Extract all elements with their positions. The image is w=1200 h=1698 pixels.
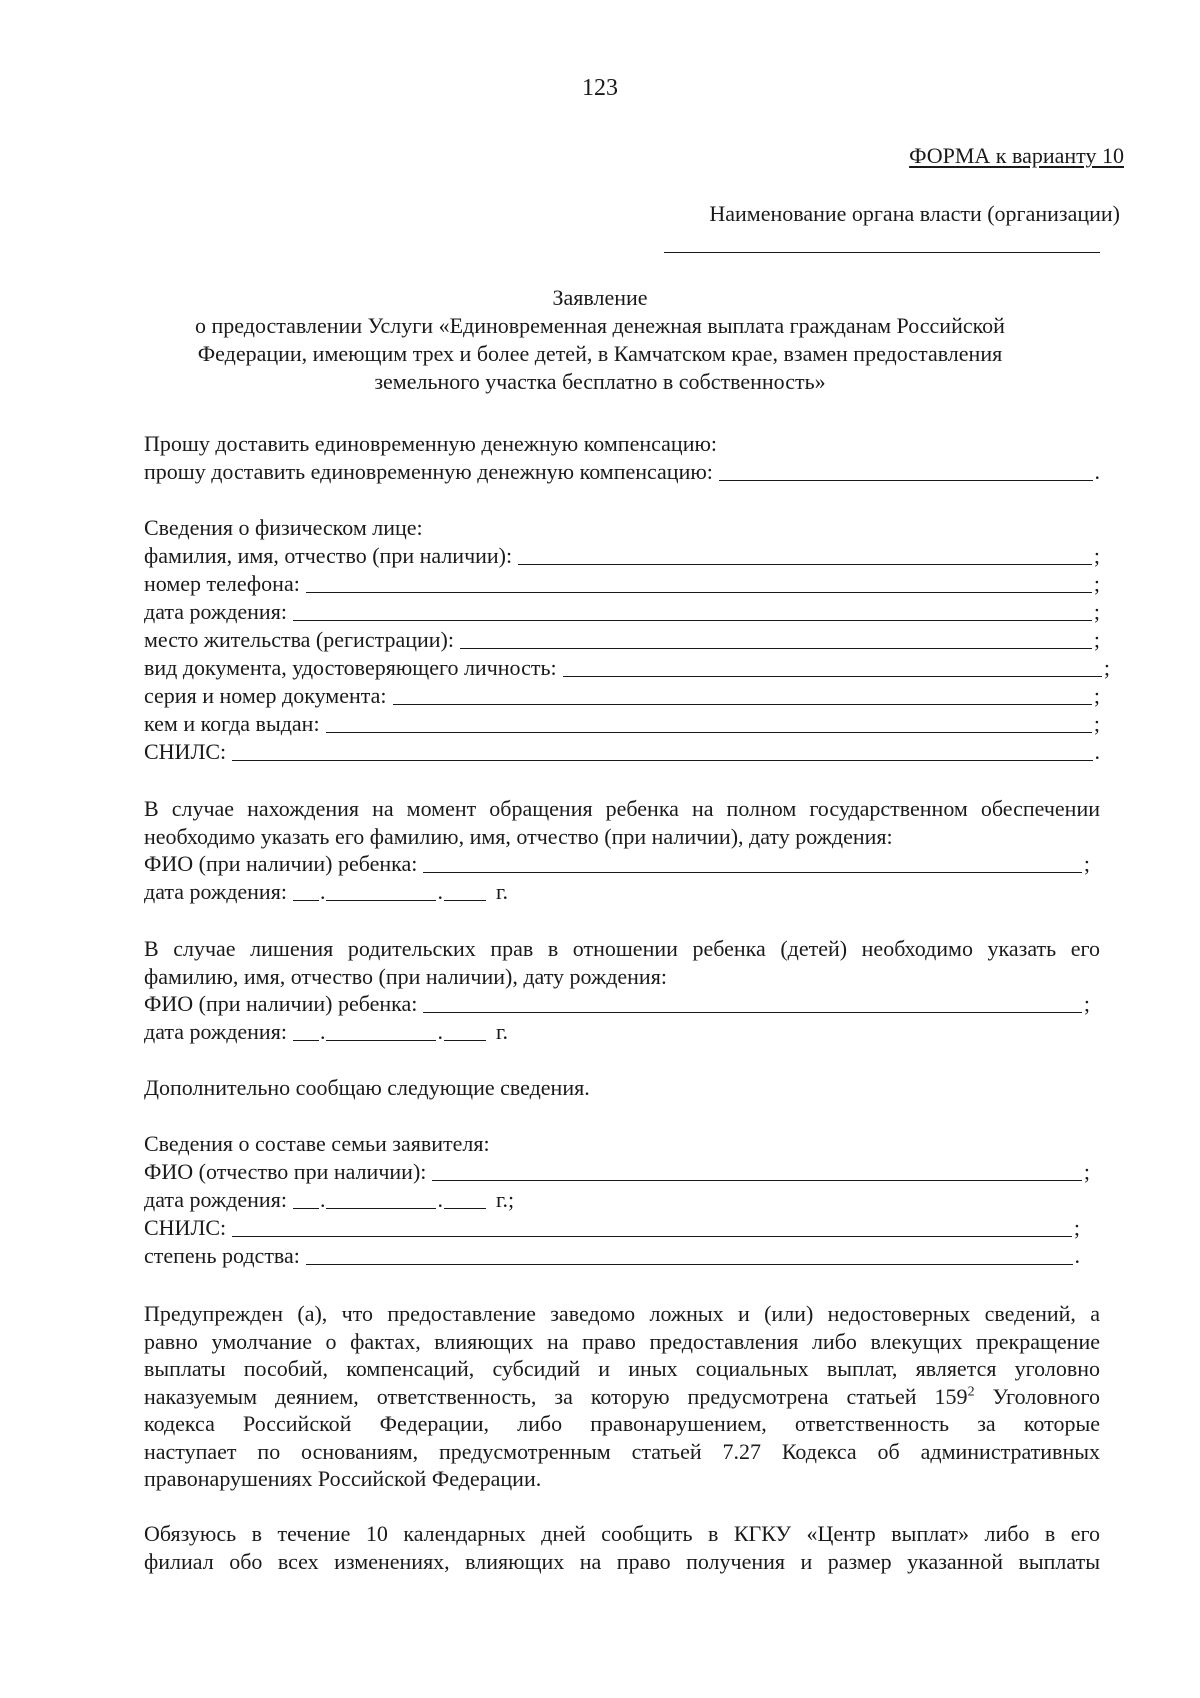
additional-info-text: Дополнительно сообщаю следующие сведения. bbox=[144, 1075, 590, 1100]
month-field[interactable] bbox=[326, 1208, 436, 1209]
state-care-child-name-label: ФИО (при наличии) ребенка: bbox=[144, 851, 418, 876]
person-field-row: дата рождения: ; bbox=[144, 599, 1100, 624]
birth-date-label: дата рождения: bbox=[144, 599, 287, 624]
day-field[interactable] bbox=[293, 900, 319, 901]
family-snils-row: СНИЛС: ; bbox=[144, 1215, 1080, 1240]
title-line-2: Федерации, имеющим трех и более детей, в Камчатском крае, взамен предоставления bbox=[197, 341, 1003, 366]
family-birth-date-row: дата рождения: . . г.; bbox=[144, 1187, 515, 1212]
person-field-row: кем и когда выдан: ; bbox=[144, 711, 1100, 736]
person-field-row: серия и номер документа: ; bbox=[144, 683, 1100, 708]
document-number-label: серия и номер документа: bbox=[144, 683, 387, 708]
request-line-1: Прошу доставить единовременную денежную компенсацию: bbox=[144, 431, 718, 456]
document-number-field[interactable] bbox=[393, 704, 1092, 705]
person-field-row: СНИЛС: . bbox=[144, 739, 1100, 764]
family-snils-field[interactable] bbox=[232, 1236, 1072, 1237]
form-reference: ФОРМА к варианту 10 bbox=[909, 143, 1124, 168]
family-heading: Сведения о составе семьи заявителя: bbox=[144, 1131, 490, 1156]
id-document-type-label: вид документа, удостоверяющего личность: bbox=[144, 655, 557, 680]
day-field[interactable] bbox=[293, 1040, 319, 1041]
month-field[interactable] bbox=[326, 900, 436, 901]
deprivation-birth-date-row: дата рождения: . . г. bbox=[144, 1019, 508, 1044]
document-title bbox=[0, 284, 1200, 396]
month-field[interactable] bbox=[326, 1040, 436, 1041]
person-info-heading: Сведения о физическом лице: bbox=[144, 515, 423, 540]
liability-warning-paragraph: Предупрежден (а), что предоставление заведомо ложных и (или) недостоверных сведений, а равно умолчание о фактах, влияющих на право предоставления либо влекущих прекращение выплаты пособий, компенсаций, субсидий и иных социальных выплат, является уголовно наказуемым деянием, ответственность, за которую предусмотрена статьей $159^2$ Уголовного кодекса Российской Федерации, либо правонарушением, ответственность за которые наступает по основаниям, предусмотренным статьей 7.27 Кодекса об административных правонарушениях Российской Федерации. bbox=[144, 1301, 1100, 1491]
phone-label: номер телефона: bbox=[144, 571, 300, 596]
deprivation-child-name-label: ФИО (при наличии) ребенка: bbox=[144, 991, 418, 1016]
residence-field[interactable] bbox=[460, 648, 1092, 649]
issued-by-field[interactable] bbox=[326, 732, 1092, 733]
deprivation-child-name-row: ФИО (при наличии) ребенка: ; bbox=[144, 991, 1090, 1016]
page-number: 123 bbox=[582, 75, 618, 101]
footnote-superscript: 2 bbox=[967, 1384, 975, 1400]
warning-line-with-footnote: наказуемым деянием, ответственность, за которую предусмотрена статьей $159^2$ Уголовного bbox=[144, 1383, 1100, 1409]
residence-label: место жительства (регистрации): bbox=[144, 627, 454, 652]
request-compensation-field[interactable] bbox=[719, 480, 1093, 481]
year-field[interactable] bbox=[444, 1040, 486, 1041]
recipient-organization-label: Наименование органа власти (организации) bbox=[709, 201, 1120, 226]
state-care-birth-date-label: дата рождения: bbox=[144, 879, 287, 904]
request-compensation-label: прошу доставить единовременную денежную компенсацию: bbox=[144, 459, 713, 484]
state-care-paragraph: В случае нахождения на момент обращения ребенка на полном государственном обеспечении необходимо указать его фамилию, имя, отчество (при наличии), дату рождения: bbox=[144, 796, 1100, 849]
state-care-child-name-row: ФИО (при наличии) ребенка: ; bbox=[144, 851, 1090, 876]
state-care-birth-date-row: дата рождения: . . г. bbox=[144, 879, 508, 904]
full-name-field[interactable] bbox=[518, 564, 1092, 565]
snils-label: СНИЛС: bbox=[144, 739, 227, 764]
deprivation-birth-date-label: дата рождения: bbox=[144, 1019, 287, 1044]
day-field[interactable] bbox=[293, 1208, 319, 1209]
family-member-name-field[interactable] bbox=[432, 1180, 1081, 1181]
family-member-name-label: ФИО (отчество при наличии): bbox=[144, 1159, 427, 1184]
deprivation-paragraph: В случае лишения родительских прав в отношении ребенка (детей) необходимо указать его фамилию, имя, отчество (при наличии), дату рождения: bbox=[144, 936, 1100, 989]
family-birth-date-label: дата рождения: bbox=[144, 1187, 287, 1212]
relationship-field[interactable] bbox=[306, 1264, 1073, 1265]
year-field[interactable] bbox=[444, 1208, 486, 1209]
person-field-row: фамилия, имя, отчество (при наличии): ; bbox=[144, 543, 1100, 568]
title-line-3: земельного участка бесплатно в собственность» bbox=[374, 369, 826, 394]
birth-date-field[interactable] bbox=[293, 620, 1092, 621]
person-field-row: номер телефона: ; bbox=[144, 571, 1100, 596]
snils-field[interactable] bbox=[232, 760, 1092, 761]
relationship-label: степень родства: bbox=[144, 1243, 300, 1268]
person-field-row: место жительства (регистрации): ; bbox=[144, 627, 1100, 652]
full-name-label: фамилия, имя, отчество (при наличии): bbox=[144, 543, 513, 568]
family-snils-label: СНИЛС: bbox=[144, 1215, 227, 1240]
issued-by-label: кем и когда выдан: bbox=[144, 711, 320, 736]
request-compensation-row: прошу доставить единовременную денежную компенсацию: . bbox=[144, 459, 1100, 484]
year-field[interactable] bbox=[444, 900, 486, 901]
phone-field[interactable] bbox=[306, 592, 1092, 593]
recipient-organization-field[interactable] bbox=[664, 252, 1100, 253]
title-heading: Заявление bbox=[552, 285, 648, 310]
obligation-paragraph: Обязуюсь в течение 10 календарных дней сообщить в КГКУ «Центр выплат» либо в его филиал обо всех изменениях, влияющих на право получения и размер указанной выплаты bbox=[144, 1521, 1100, 1574]
deprivation-child-name-field[interactable] bbox=[423, 1012, 1081, 1013]
state-care-child-name-field[interactable] bbox=[423, 872, 1081, 873]
family-name-row: ФИО (отчество при наличии): ; bbox=[144, 1159, 1090, 1184]
family-relation-row: степень родства: . bbox=[144, 1243, 1080, 1268]
person-field-row: вид документа, удостоверяющего личность: ; bbox=[144, 655, 1110, 680]
id-document-type-field[interactable] bbox=[563, 676, 1102, 677]
title-line-1: о предоставлении Услуги «Единовременная денежная выплата гражданам Российской bbox=[195, 313, 1005, 338]
